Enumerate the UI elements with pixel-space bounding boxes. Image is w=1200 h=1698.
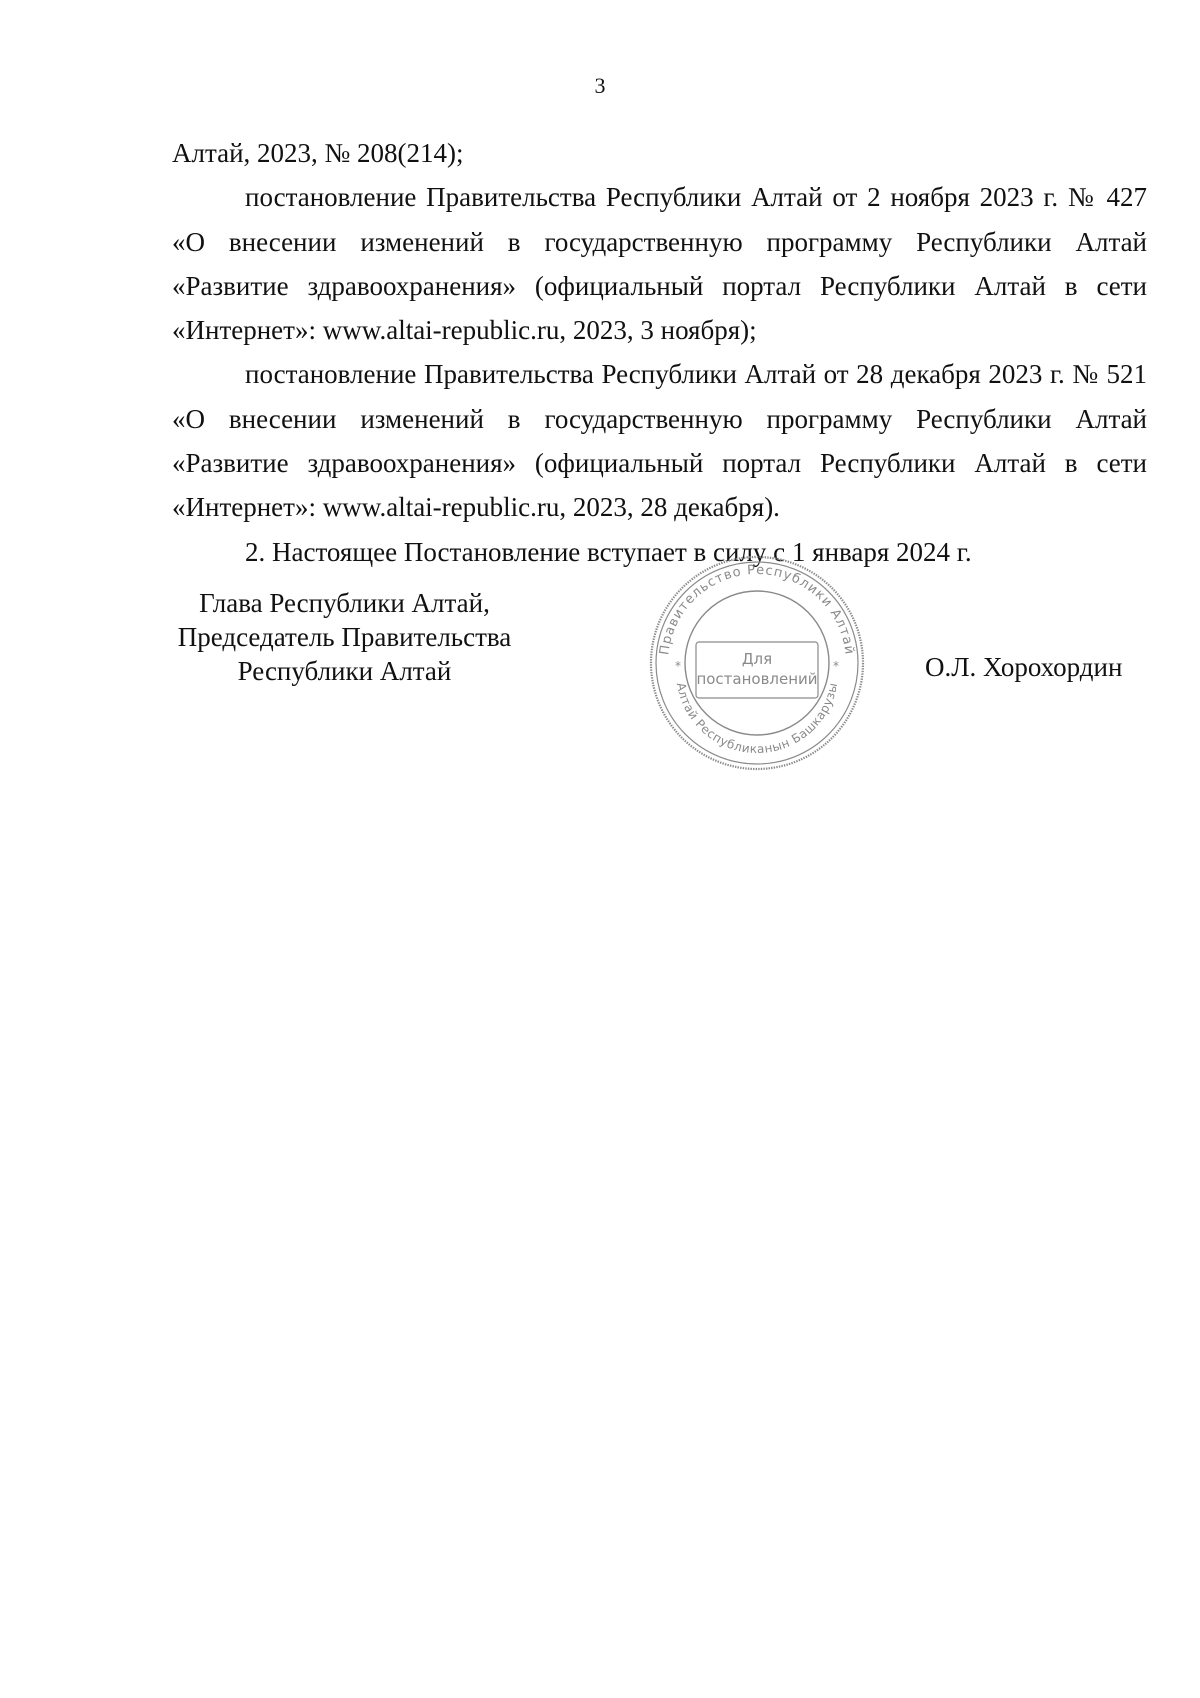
seal-center-line-1: Для bbox=[741, 650, 773, 668]
paragraph-resolution-521: постановление Правительства Республики Алтай от 28 декабря 2023 г. № 521 «О внесении изменений в государственную программу Республики Алтай «Развитие здравоохранения» (официальный портал Республики Алтай в сети «Интернет»: www.altai-republic.ru, 2023, 28 декабря). bbox=[172, 359, 1147, 523]
signer-title-line-2: Председатель Правительства bbox=[177, 622, 512, 652]
seal-ring-text-top: Правительство Республики Алтай bbox=[657, 562, 857, 657]
signer-name: О.Л. Хорохордин bbox=[925, 652, 1123, 682]
paragraph-continuation: Алтай, 2023, № 208(214); bbox=[172, 138, 464, 168]
signer-title-line-3: Республики Алтай bbox=[237, 656, 452, 686]
official-seal-stamp bbox=[646, 552, 868, 774]
seal-star-right-icon: * bbox=[833, 659, 839, 673]
paragraph-resolution-427: постановление Правительства Республики Алтай от 2 ноября 2023 г. № 427 «О внесении изменений в государственную программу Республики Алтай «Развитие здравоохранения» (официальный портал Республики Алтай в сети «Интернет»: www.altai-republic.ru, 2023, 3 ноября); bbox=[172, 182, 1147, 346]
seal-center-line-2: постановлений bbox=[696, 670, 818, 688]
paragraph-effective-date: 2. Настоящее Постановление вступает в силу с 1 января 2024 г. bbox=[245, 536, 972, 567]
signer-title-line-1: Глава Республики Алтай, bbox=[199, 588, 490, 618]
signer-title-block bbox=[162, 586, 527, 688]
document-body bbox=[172, 131, 1147, 574]
seal-ring-text-bottom: Алтай Республиканын Башкарузы bbox=[673, 681, 841, 757]
page-number: 3 bbox=[594, 73, 606, 98]
seal-star-left-icon: * bbox=[675, 659, 681, 673]
